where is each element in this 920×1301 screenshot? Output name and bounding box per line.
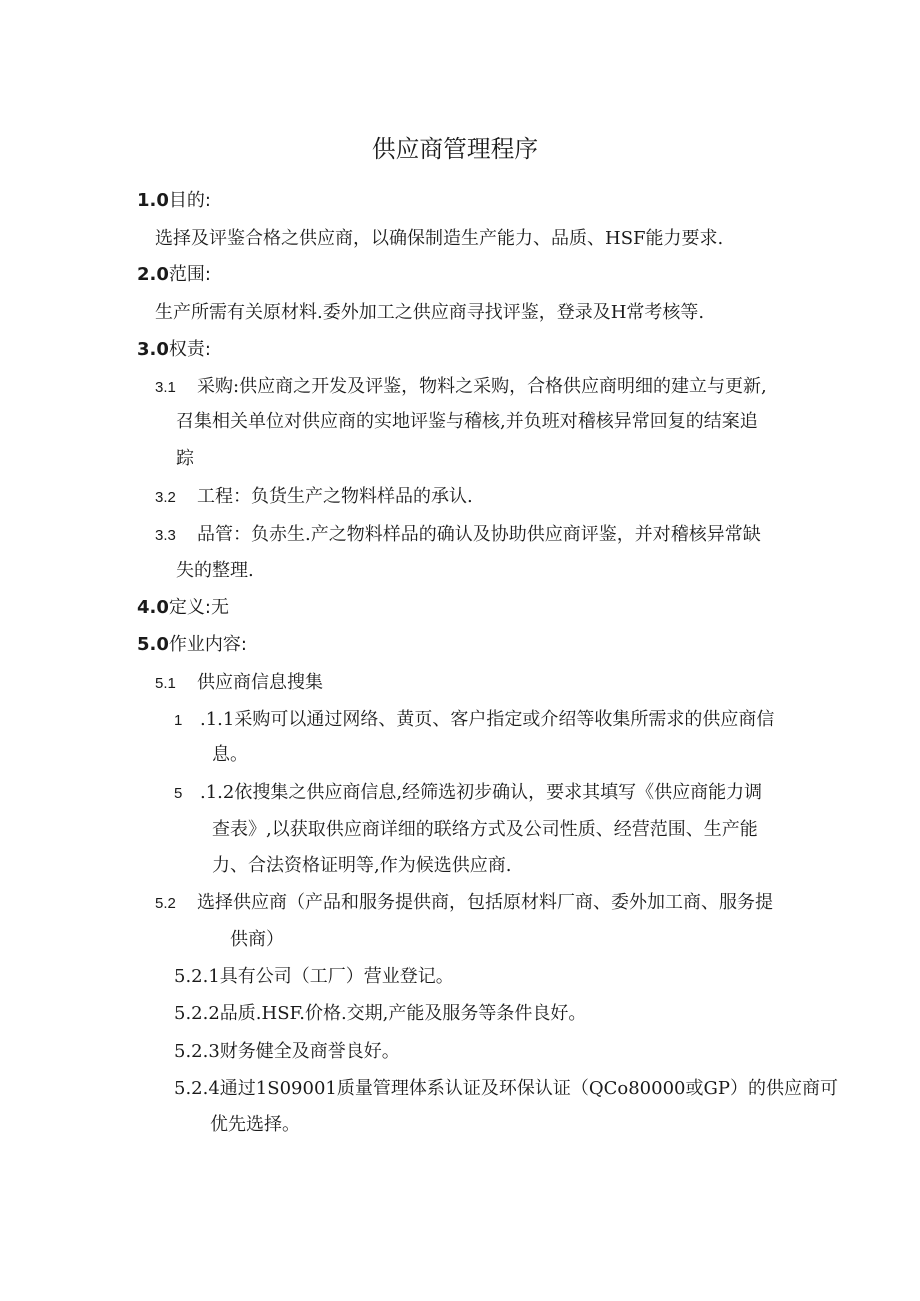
item-5-2-text: 选择供应商（产品和服务提供商，包括原材料厂商、委外加工商、服务提 [197, 892, 773, 913]
item-5-1-1-line-1 [174, 707, 774, 734]
item-3-2-text: 工程：负货生产之物料样品的承认. [197, 486, 473, 507]
section-3-number: 3.0 [137, 339, 169, 360]
item-5-1-2-line-1 [174, 780, 762, 807]
item-5-2-line-1 [155, 890, 773, 917]
section-4-title: 定义:无 [168, 597, 229, 618]
section-2-title: 范围: [168, 264, 211, 285]
item-5-1-2-text: .1.2依搜集之供应商信息,经筛选初步确认，要求其填写《供应商能力调 [200, 782, 763, 803]
section-1-title: 目的: [168, 190, 211, 211]
item-5-1-2-line-3: 力、合法资格证明等,作为候选供应商. [212, 855, 512, 876]
item-5-2-3: 5.2.3财务健全及商誉良好。 [174, 1041, 400, 1062]
section-1-text: 选择及评鉴合格之供应商，以确保制造生产能力、品质、HSF能力要求. [155, 228, 724, 249]
item-5-2-2: 5.2.2品质.HSF.价格.交期,产能及服务等条件良好。 [174, 1003, 587, 1024]
item-3-2-line-1 [155, 484, 473, 511]
item-3-1-number: 3.1 [155, 379, 176, 396]
section-5-heading [137, 632, 247, 658]
item-3-1-line-3: 踪 [176, 448, 194, 469]
item-3-3-number: 3.3 [155, 527, 176, 544]
item-5-1 [155, 670, 323, 697]
section-5-title: 作业内容: [168, 634, 247, 655]
item-5-2-line-2: 供商） [230, 929, 284, 950]
section-5-number: 5.0 [137, 634, 169, 655]
item-5-2-4-line-1: 5.2.4通过1S09001质量管理体系认证及环保认证（QCo80000或GP）的供应商可 [174, 1078, 838, 1099]
section-3-title: 权责: [168, 339, 211, 360]
section-2-text: 生产所需有关原材料.委外加工之供应商寻找评鉴，登录及H常考核等. [155, 302, 705, 323]
item-3-3-line-1 [155, 522, 761, 549]
item-5-2-number: 5.2 [155, 895, 176, 912]
section-1-number: 1.0 [137, 190, 169, 211]
section-4-number: 4.0 [137, 597, 169, 618]
section-2-heading [137, 262, 211, 288]
section-3-heading [137, 337, 211, 363]
item-3-1-line-2: 召集相关单位对供应商的实地评鉴与稽核,并负班对稽核异常回复的结案追 [176, 411, 758, 432]
item-5-1-2-number: 5 [174, 785, 183, 802]
item-5-1-1-line-2: 息。 [212, 744, 248, 765]
section-1-heading [137, 188, 211, 214]
item-5-1-1-text: .1.1采购可以通过网络、黄页、客户指定或介绍等收集所需求的供应商信 [200, 709, 775, 730]
item-5-1-2-line-2: 查表》,以获取供应商详细的联络方式及公司性质、经营范围、生产能 [212, 819, 758, 840]
item-3-1-text: 采购:供应商之开发及评鉴，物料之采购，合格供应商明细的建立与更新, [197, 376, 767, 397]
item-5-2-4-line-2: 优先选择。 [210, 1114, 300, 1135]
item-3-2-number: 3.2 [155, 489, 176, 506]
item-3-3-text: 品管：负赤生.产之物料样品的确认及协助供应商评鉴，并对稽核异常缺 [197, 524, 761, 545]
item-5-1-number: 5.1 [155, 675, 176, 692]
section-4-heading [137, 595, 229, 621]
item-5-2-1: 5.2.1具有公司（工厂）营业登记。 [174, 966, 454, 987]
section-2-number: 2.0 [137, 264, 169, 285]
item-3-3-line-2: 失的整理. [176, 560, 254, 581]
item-5-1-label: 供应商信息搜集 [197, 672, 323, 693]
page-title: 供应商管理程序 [371, 135, 539, 163]
item-5-1-1-number: 1 [174, 712, 183, 729]
item-3-1-line-1 [155, 374, 767, 401]
